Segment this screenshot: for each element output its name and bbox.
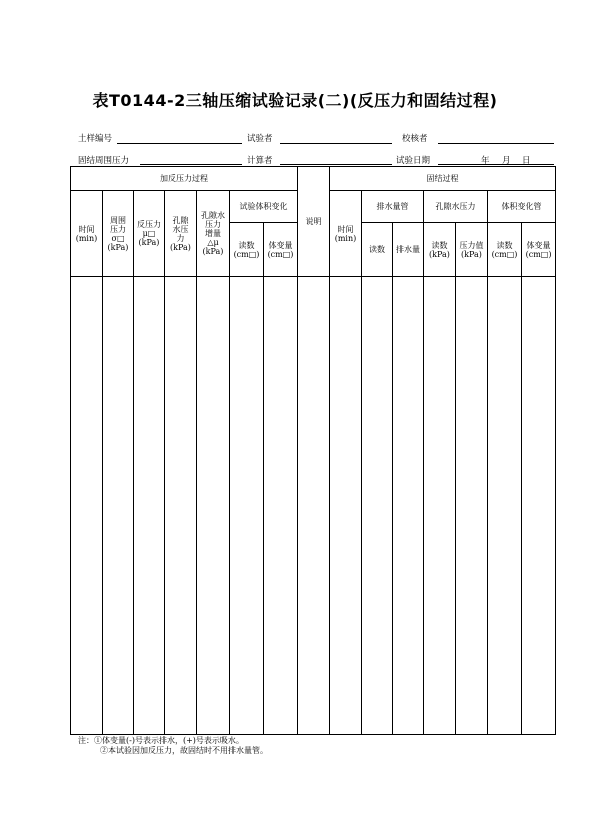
pore-pressure-group-header: 孔隙水压力 <box>424 191 488 223</box>
data-cell[interactable] <box>103 277 134 735</box>
pore-increment-header: 孔隙水 压力 增量 △μ (kPa) <box>197 191 230 277</box>
confining-pressure-header: 周围 压力 σ□ (kPa) <box>103 191 134 277</box>
time-header: 时间 (min) <box>71 191 103 277</box>
drain-reading-header: 读数 <box>362 223 393 277</box>
data-cell[interactable] <box>330 277 362 735</box>
time2-header: 时间 (min) <box>330 191 362 277</box>
data-cell[interactable] <box>197 277 230 735</box>
sample-no-field[interactable] <box>117 143 242 144</box>
data-cell[interactable] <box>165 277 197 735</box>
test-date-label: 试验日期 <box>396 156 431 166</box>
data-cell[interactable] <box>298 277 330 735</box>
volume-tube-header: 体积变化管 <box>488 191 556 223</box>
test-date-field[interactable] <box>438 164 554 165</box>
data-cell[interactable] <box>71 277 103 735</box>
drain-amount-header: 排水量 <box>393 223 424 277</box>
backpressure-header: 反压力 μ□ (kPa) <box>134 191 165 277</box>
note-1: 注：①体变量(-)号表示排水，(+)号表示吸水。 <box>78 736 244 745</box>
data-cell[interactable] <box>362 277 393 735</box>
drain-tube-header: 排水量管 <box>362 191 424 223</box>
volume-change-test-header: 试验体积变化 <box>230 191 298 223</box>
pore-reading-header: 读数 (kPa) <box>424 223 456 277</box>
data-cell[interactable] <box>488 277 522 735</box>
checker-field[interactable] <box>438 143 554 144</box>
confining-pressure-label: 固结周围压力 <box>78 156 130 166</box>
reading-header: 读数 (cm□) <box>230 223 264 277</box>
data-cell[interactable] <box>230 277 264 735</box>
date-year-label: 年 <box>481 156 490 166</box>
calculator-field[interactable] <box>280 164 392 165</box>
notes <box>78 736 268 756</box>
data-cell[interactable] <box>393 277 424 735</box>
data-cell[interactable] <box>264 277 298 735</box>
group-consolidation-header: 固结过程 <box>330 167 556 191</box>
checker-label: 校核者 <box>402 134 428 144</box>
tester-field[interactable] <box>280 143 392 144</box>
record-table <box>70 166 556 735</box>
date-month-label: 月 <box>502 156 511 166</box>
confining-pressure-field[interactable] <box>140 164 242 165</box>
note-2: ②本试验因加反压力，故固结时不用排水量管。 <box>100 746 268 755</box>
tester-label: 试验者 <box>247 134 273 144</box>
volume-change-header: 体变量 (cm□) <box>264 223 298 277</box>
data-cell[interactable] <box>134 277 165 735</box>
vol-reading-header: 读数 (cm□) <box>488 223 522 277</box>
page-title: 表T0144-2三轴压缩试验记录(二)(反压力和固结过程) <box>92 91 498 110</box>
vol-change-header: 体变量 (cm□) <box>522 223 556 277</box>
sample-no-label: 土样编号 <box>78 134 113 144</box>
pore-pressure-header: 孔隙 水压 力 (kPa) <box>165 191 197 277</box>
remark-header: 说明 <box>298 167 330 277</box>
data-cell[interactable] <box>522 277 556 735</box>
data-cell[interactable] <box>456 277 488 735</box>
data-cell[interactable] <box>424 277 456 735</box>
pressure-value-header: 压力值 (kPa) <box>456 223 488 277</box>
date-day-label: 日 <box>522 156 531 166</box>
group-backpressure-header: 加反压力过程 <box>71 167 298 191</box>
calculator-label: 计算者 <box>247 156 273 166</box>
